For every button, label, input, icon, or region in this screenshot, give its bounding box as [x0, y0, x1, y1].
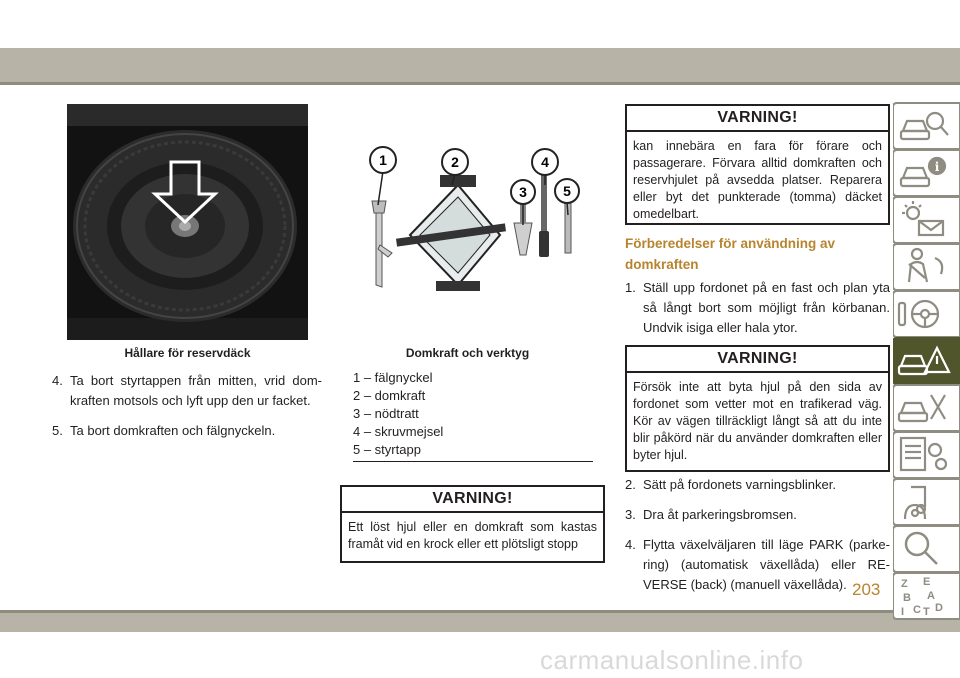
warning-box-middle — [340, 485, 605, 563]
tab-alphabet-index[interactable] — [893, 571, 960, 621]
warning-body: Ett löst hjul eller en domkraft som kastas framåt vid en krock eller ett plötsligt stopp — [348, 520, 597, 551]
step-number: 3. — [625, 507, 636, 522]
step-number: 2. — [625, 477, 636, 492]
step-number: 4. — [52, 373, 63, 388]
section-subheading: Förberedelser för användning av domkraften — [625, 236, 836, 272]
list-item — [625, 278, 890, 338]
tab-magnifier[interactable] — [893, 524, 960, 574]
warning-box-right — [625, 345, 890, 472]
header-band — [0, 48, 960, 82]
spare-tire-photo — [67, 104, 308, 340]
tab-hazard-warning[interactable] — [893, 336, 960, 386]
spare-tire-caption: Hållare för reservdäck — [124, 346, 251, 360]
tab-car-info[interactable] — [893, 148, 960, 198]
legend-item: 1 – fälgnyckel — [353, 370, 433, 385]
step-text: Flytta växelväljaren till läge PARK (parke-ring) (automatisk växellåda) eller RE-VERSE (back) (manuell växellåda). — [643, 537, 890, 592]
svg-text:B: B — [903, 592, 911, 604]
tab-steering-wheel[interactable] — [893, 289, 960, 339]
tab-car-magnifier[interactable] — [893, 101, 960, 151]
svg-text:A: A — [927, 590, 935, 602]
right-step-1 — [625, 278, 890, 348]
svg-text:i: i — [934, 160, 940, 174]
legend-item: 4 – skruvmejsel — [353, 424, 444, 439]
tab-list-gears[interactable] — [893, 430, 960, 480]
tab-car-wrench[interactable] — [893, 383, 960, 433]
left-steps — [52, 371, 322, 451]
step-text: Dra åt parkeringsbromsen. — [643, 507, 797, 522]
legend-item: 5 – styrtapp — [353, 442, 421, 457]
svg-text:Z: Z — [901, 578, 908, 590]
step-text: Ställ upp fordonet på en fast och plan yta så långt bort som möjligt från körbanan. Undvik isiga eller hala ytor. — [643, 280, 890, 335]
list-item — [52, 421, 322, 441]
callout-1: 1 — [379, 152, 387, 168]
legend-item: 3 – nödtratt — [353, 406, 419, 421]
warning-title: VARNING! — [627, 106, 888, 132]
header-band-rule — [0, 82, 960, 85]
step-number: 4. — [625, 537, 636, 552]
tab-light-envelope[interactable] — [893, 195, 960, 245]
step-number: 1. — [625, 280, 636, 295]
callout-3: 3 — [519, 184, 527, 200]
warning-box-top — [625, 104, 890, 225]
list-item — [52, 371, 322, 411]
step-text: Sätt på fordonets varningsblinker. — [643, 477, 836, 492]
svg-text:E: E — [923, 576, 931, 588]
watermark: carmanualsonline.info — [540, 645, 804, 675]
callout-4: 4 — [541, 154, 549, 170]
warning-body: Försök inte att byta hjul på den sida av fordonet som vetter mot en trafikerad väg. Kör av vägen tillräckligt långt så att du inte blir påkörd när du använder domkraften eller byter hjul. — [633, 380, 882, 462]
page-number: 203 — [852, 580, 881, 599]
warning-title: VARNING! — [627, 347, 888, 373]
svg-text:C: C — [913, 604, 921, 616]
tab-seatbelt-airbag[interactable] — [893, 242, 960, 292]
step-text: Ta bort styrtappen från mitten, vrid dom-kraften motsols och lyft upp den ur facket. — [70, 373, 322, 408]
callout-5: 5 — [563, 183, 571, 199]
warning-title: VARNING! — [342, 487, 603, 513]
list-item — [625, 535, 890, 595]
warning-body: kan innebära en fara för förare och passagerare. Förvara alltid domkraften och reservhjulet på avsedda platser. Reparera eller byt det punkterade (tomma) däcket omedelbart. — [633, 139, 882, 221]
step-number: 5. — [52, 423, 63, 438]
legend-item: 2 – domkraft — [353, 388, 426, 403]
footer-band — [0, 610, 960, 632]
svg-text:T: T — [923, 606, 930, 618]
callout-2: 2 — [451, 154, 459, 170]
step-text: Ta bort domkraften och fälgnyckeln. — [70, 423, 276, 438]
tab-music-navigation[interactable] — [893, 477, 960, 527]
jack-tools-illustration — [340, 135, 595, 340]
svg-text:I: I — [901, 606, 905, 618]
right-steps — [625, 475, 890, 605]
jack-tools-caption: Domkraft och verktyg — [405, 346, 530, 360]
tools-legend — [353, 369, 593, 462]
footer-band-rule — [0, 610, 960, 613]
svg-text:D: D — [935, 602, 943, 614]
list-item — [625, 475, 890, 495]
list-item — [625, 505, 890, 525]
